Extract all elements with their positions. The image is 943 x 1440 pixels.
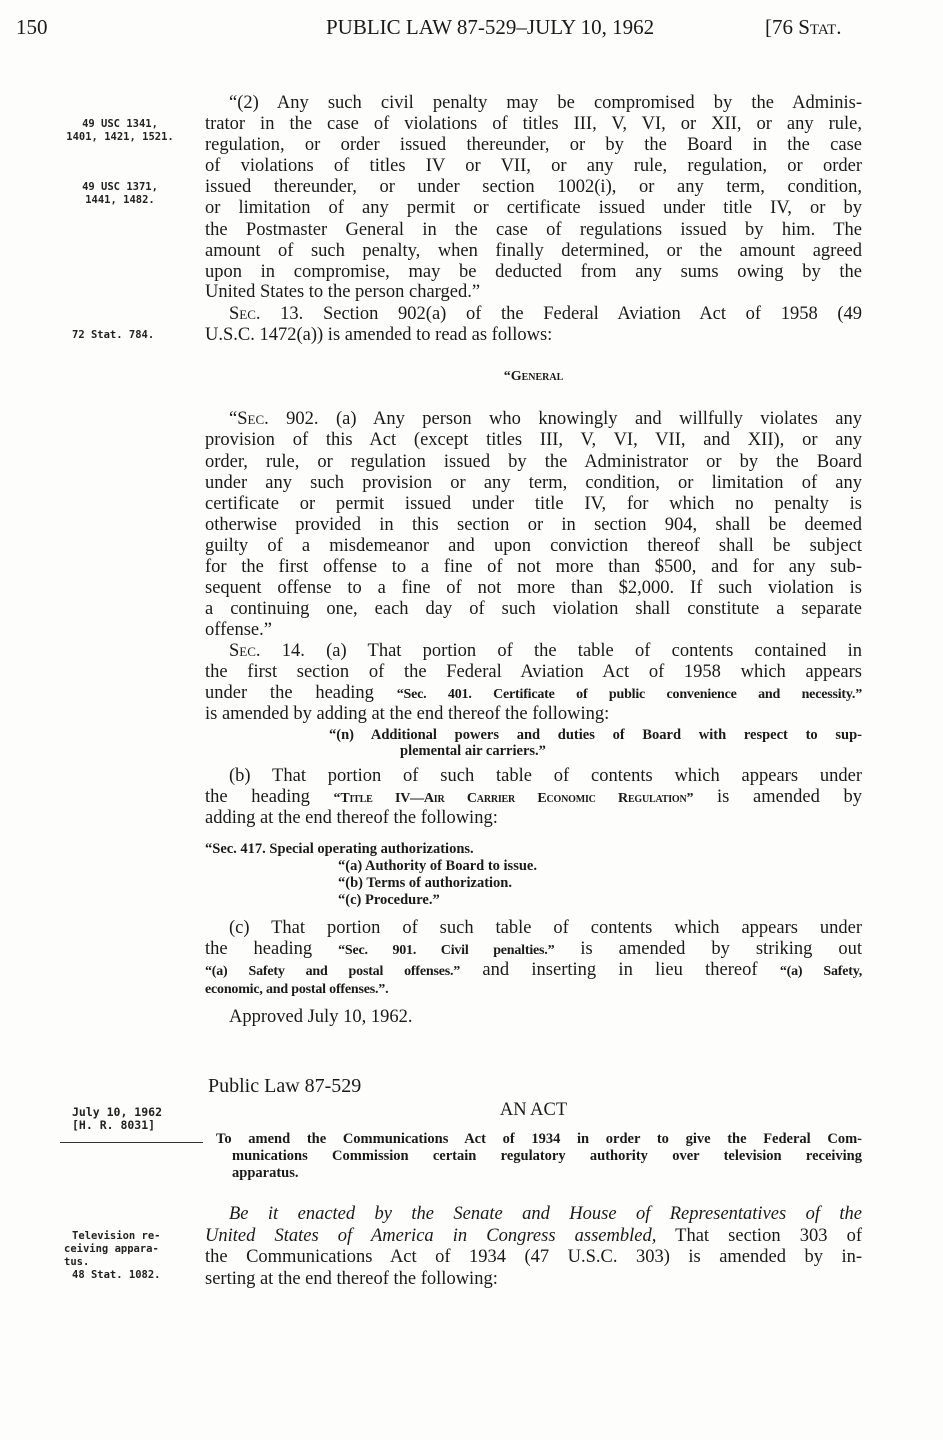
volume-reference: [76 Stat. [765,15,842,39]
text-line: the first section of the Federal Aviation Act of 1958 which appears [205,662,862,682]
toc-entry: “(a) Authority of Board to issue. [338,858,537,874]
text-line: economic, and postal offenses.”. [205,982,389,997]
text-line: a continuing one, each day of such violation shall constitute a separate [205,599,862,619]
page-number: 150 [16,15,48,39]
text-line: of violations of titles IV or VII, or any rule, regulation, or order [205,156,862,176]
text-line: the Communications Act of 1934 (47 U.S.C. 303) is amended by in- [205,1247,862,1267]
text-line: guilty of a misdemeanor and upon conviction thereof shall be subject [205,536,862,556]
divider [60,1142,203,1143]
toc-entry: “(b) Terms of authorization. [338,875,512,891]
purpose-line: munications Commission certain regulatory authority over television receiving [232,1148,862,1164]
purpose-line: apparatus. [232,1165,299,1181]
margin-note: 49 USC 1371, 1441, 1482. [82,181,158,206]
approval-line: Approved July 10, 1962. [229,1007,413,1027]
margin-note: Television re- ceiving appara- tus. 48 Stat. 1082. [64,1230,161,1281]
text-line: the heading “Sec. 901. Civil penalties.” is amended by striking out [205,939,862,959]
text-line: amount of such penalty, when finally determined, or the amount agreed [205,241,862,261]
text-line: for the first offense to a fine of not more than $500, and for any sub- [205,557,862,577]
text-line: order, rule, or regulation issued by the Administrator or by the Board [205,452,862,472]
text-line: provision of this Act (except titles III, V, VI, VII, and XII), or any [205,430,862,450]
text-line: (c) That portion of such table of contents which appears under [229,918,862,938]
text-line: certificate or permit issued under title IV, for which no penalty is [205,494,862,514]
text-line: offense.” [205,620,272,640]
enacting-clause: Be it enacted by the Senate and House of Representatives of the [229,1204,862,1224]
margin-note-date: July 10, 1962 [H. R. 8031] [72,1105,163,1132]
toc-entry: “(n) Additional powers and duties of Board with respect to sup- [329,727,862,743]
purpose-line: To amend the Communications Act of 1934 in order to give the Federal Com- [216,1131,862,1147]
text-line: Sec. 13. Section 902(a) of the Federal Aviation Act of 1958 (49 [229,304,863,324]
margin-note: 72 Stat. 784. [72,329,155,341]
text-line: (b) That portion of such table of contents which appears under [229,766,862,786]
text-line: United States of America in Congress assembled, That section 303 of [205,1226,862,1246]
act-title: AN ACT [499,1100,568,1120]
running-title: PUBLIC LAW 87-529–JULY 10, 1962 [326,15,655,39]
text-line: under any such provision or any term, condition, or limitation of any [205,473,862,493]
text-line: U.S.C. 1472(a)) is amended to read as follows: [205,325,553,345]
text-line: “(2) Any such civil penalty may be compromised by the Adminis- [229,93,862,113]
text-line: or limitation of any permit or certificate issued under title IV, or by [205,198,862,218]
section-heading: “General [503,369,564,384]
text-line: under the heading “Sec. 401. Certificate of public convenience and necessity.” [205,683,862,703]
text-line: Sec. 14. (a) That portion of the table of contents contained in [229,641,863,661]
text-line: the Postmaster General in the case of regulations issued by him. The [205,220,862,240]
text-line: trator in the case of violations of titles III, V, VI, or XII, or any rule, [205,114,862,134]
toc-entry: plemental air carriers.” [400,743,546,759]
text-line: “Sec. 902. (a) Any person who knowingly and willfully violates any [229,409,862,429]
toc-entry: “Sec. 417. Special operating authorizations. [205,841,474,857]
text-line: serting at the end thereof the following: [205,1269,498,1289]
text-line: upon in compromise, may be deducted from any sums owing by the [205,262,862,282]
margin-note: 49 USC 1341, 1401, 1421, 1521. [66,118,174,143]
text-line: United States to the person charged.” [205,282,481,302]
text-line: sequent offense to a fine of not more than $2,000. If such violation is [205,578,862,598]
text-line: adding at the end thereof the following: [205,808,498,828]
text-line: otherwise provided in this section or in section 904, shall be deemed [205,515,862,535]
text-line: the heading “Title IV—Air Carrier Economic Regulation” is amended by [205,787,863,807]
text-line: regulation, or order issued thereunder, or by the Board in the case [205,135,862,155]
text-line: issued thereunder, or under section 1002(i), or any term, condition, [205,177,862,197]
public-law-number: Public Law 87-529 [208,1075,362,1097]
text-line: is amended by adding at the end thereof the following: [205,704,610,724]
toc-entry: “(c) Procedure.” [338,892,440,908]
text-line: “(a) Safety and postal offenses.” and inserting in lieu thereof “(a) Safety, [205,960,863,980]
